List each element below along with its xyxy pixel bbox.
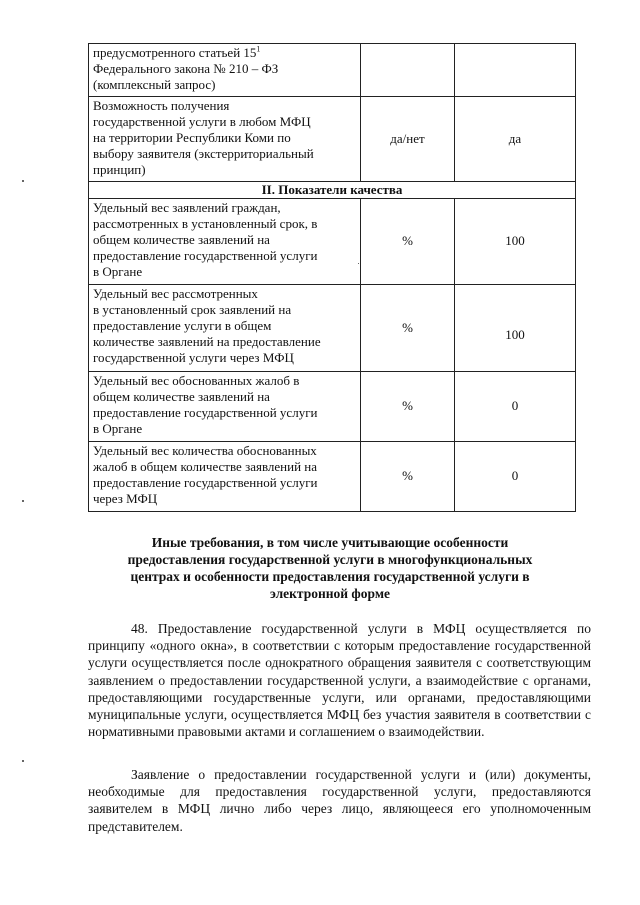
- row-value: да: [455, 97, 576, 182]
- row-label: Удельный вес рассмотренных в установленный срок заявлений на предоставление услуги в общем количестве заявлений на предоставление государственной услуги через МФЦ: [89, 285, 361, 372]
- row-value: 0: [455, 372, 576, 442]
- table-row: [89, 442, 576, 512]
- scan-speck: [358, 263, 359, 264]
- paragraph-48: 48. Предоставление государственной услуги в МФЦ осуществляется по принципу «одного окна», в соответствии с которым предоставление государственной услуги осуществляется после однократного обращения заявителя с соответствующим заявлением о предоставлении государственной услуги, а взаимодействие с органами, предоставляющими государственные услуги, или органами, предоставляющими муниципальные услуги, осуществляется МФЦ без участия заявителя в соответствии с нормативными правовыми актами и соглашением о взаимодействии.: [88, 621, 591, 740]
- paragraph-application: Заявление о предоставлении государственной услуги и (или) документы, необходимые для предоставления государственной услуги, предоставляются заявителем в МФЦ лично либо через лицо, являющееся его уполномоченным представителем.: [88, 767, 591, 834]
- table-row: [89, 199, 576, 285]
- row-value: 100: [455, 199, 576, 285]
- row-label: Удельный вес количества обоснованных жалоб в общем количестве заявлений на предоставление государственной услуги через МФЦ: [89, 442, 361, 512]
- row-label-text-cont: Федерального закона № 210 – ФЗ (комплексный запрос): [93, 61, 279, 92]
- row-unit: да/нет: [361, 97, 455, 182]
- row-unit: %: [361, 372, 455, 442]
- row-unit: %: [361, 285, 455, 372]
- table-row: [89, 285, 576, 372]
- table-row: [89, 372, 576, 442]
- row-value: 0: [455, 442, 576, 512]
- section-heading: Иные требования, в том числе учитывающие особенности предоставления государственной услуги в многофункциональных центрах и особенности предоставления государственной услуги в электронной форме: [127, 535, 533, 601]
- section-title-quality: II. Показатели качества: [89, 182, 576, 199]
- row-unit: %: [361, 442, 455, 512]
- row-unit: %: [361, 199, 455, 285]
- row-value: [455, 44, 576, 97]
- scan-speck: [22, 500, 24, 502]
- table-row-extraterritorial: [89, 97, 576, 182]
- indicators-table: [88, 43, 576, 512]
- scan-speck: [22, 180, 24, 182]
- row-label: Удельный вес обоснованных жалоб в общем количестве заявлений на предоставление государственной услуги в Органе: [89, 372, 361, 442]
- table-row-complex-request: [89, 44, 576, 97]
- table-section-row: [89, 182, 576, 199]
- row-unit: [361, 44, 455, 97]
- row-value: 100: [455, 285, 576, 372]
- footnote-superscript: 1: [256, 44, 261, 54]
- row-label: Удельный вес заявлений граждан, рассмотренных в установленный срок, в общем количестве заявлений на предоставление государственной услуги в Органе: [89, 199, 361, 285]
- row-label: [89, 44, 361, 97]
- scan-speck: [22, 760, 24, 762]
- row-label: Возможность получения государственной услуги в любом МФЦ на территории Республики Коми по выбору заявителя (экстерриториальный принцип): [89, 97, 361, 182]
- row-label-text: предусмотренного статьей 15: [93, 45, 257, 60]
